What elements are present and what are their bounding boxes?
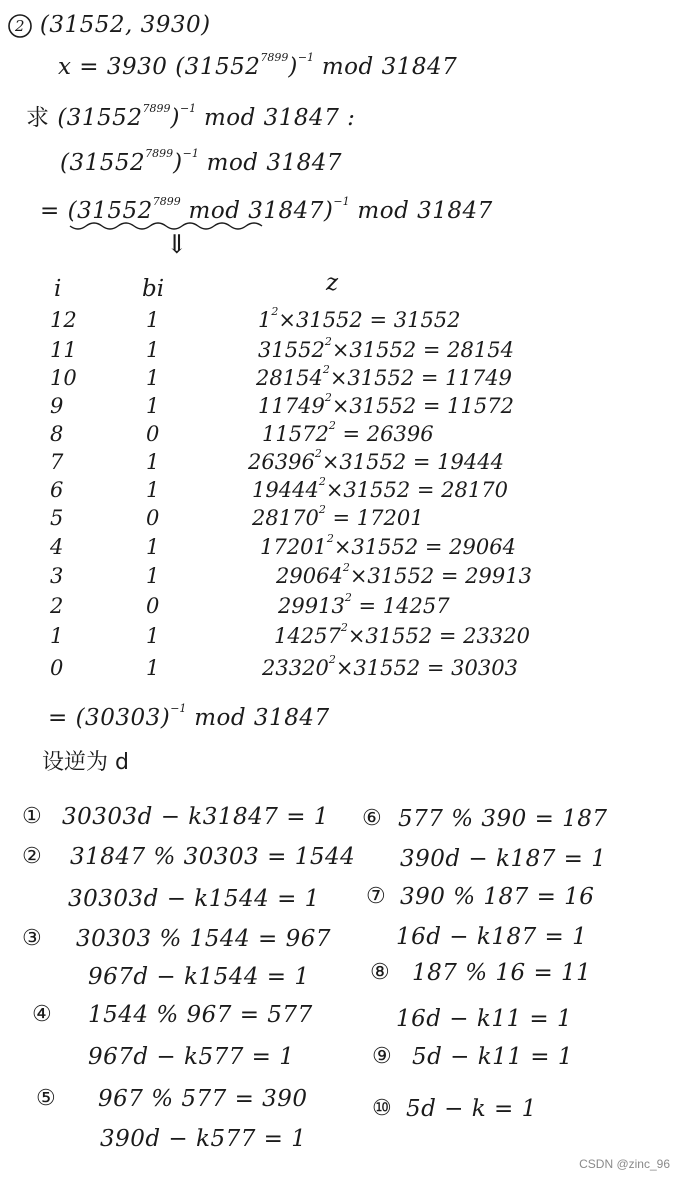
row-i: 1 (50, 624, 64, 648)
x-eq-mod: mod 31847 (314, 54, 458, 80)
row-z-base: 28170 (252, 506, 319, 530)
repeat-exp: 7899 (145, 147, 174, 160)
row-z-square: 2 (271, 305, 279, 318)
row-z-square: 2 (344, 591, 352, 604)
result-eq: = (30303) (48, 705, 171, 731)
step-line-1: 187 % 16 = 11 (412, 960, 592, 986)
row-z-base: 14257 (274, 624, 341, 648)
row-z-square: 2 (314, 447, 322, 460)
row-z-base: 26396 (248, 450, 315, 474)
row-bi: 1 (146, 624, 160, 648)
row-i: 12 (50, 308, 77, 332)
step-number: ⑨ (372, 1044, 392, 1069)
row-bi: 1 (146, 564, 160, 588)
row-z-result: ×31552 = 11572 (331, 394, 514, 418)
row-bi: 1 (146, 338, 160, 362)
row-z-square: 2 (328, 419, 336, 432)
result-line (48, 702, 330, 731)
row-i: 2 (50, 594, 64, 618)
row-bi: 1 (146, 478, 160, 502)
step-number: ① (22, 804, 42, 829)
x-eq-tail: ) (288, 54, 298, 80)
row-z-square: 2 (342, 561, 350, 574)
step-line-1: 967 % 577 = 390 (98, 1086, 308, 1112)
row-i: 7 (50, 450, 64, 474)
row-z-square: 2 (328, 653, 336, 666)
find-base: (31552 (57, 105, 143, 131)
rewrite-inv: −1 (333, 195, 350, 208)
row-z (258, 391, 514, 418)
row-z-result: ×31552 = 29913 (349, 564, 532, 588)
x-equation (58, 51, 458, 80)
step-number: ⑥ (362, 806, 382, 831)
step-line-2: 967d − k1544 = 1 (88, 964, 310, 990)
step-line-2: 16d − k187 = 1 (396, 924, 588, 950)
row-i: 9 (50, 394, 64, 418)
row-z-base: 28154 (256, 366, 323, 390)
row-z-base: 31552 (258, 338, 325, 362)
row-z-square: 2 (322, 363, 330, 376)
step-number: ② (22, 844, 42, 869)
x-eq-inv: −1 (297, 51, 315, 64)
step-line-1: 31847 % 30303 = 1544 (70, 844, 356, 870)
row-i: 5 (50, 506, 64, 530)
row-z-result: = 14257 (351, 594, 450, 618)
step-line-1: 1544 % 967 = 577 (88, 1002, 313, 1028)
step-line-1: 30303d − k31847 = 1 (62, 804, 329, 830)
row-i: 0 (50, 656, 64, 680)
watermark: CSDN @zinc_96 (579, 1157, 670, 1171)
row-z (252, 503, 424, 530)
step-number: ⑤ (36, 1086, 56, 1111)
row-z-base: 23320 (262, 656, 329, 680)
header-i: i (54, 276, 62, 302)
row-z-result: ×31552 = 23320 (347, 624, 530, 648)
result-inv: −1 (170, 702, 187, 715)
header-pair: (31552, 3930) (39, 12, 211, 38)
row-z-square: 2 (318, 503, 326, 516)
step-line-2: 16d − k11 = 1 (396, 1006, 573, 1032)
rewrite-mod: mod 31847 (349, 198, 493, 224)
row-i: 3 (50, 564, 64, 588)
step-line-2: 30303d − k1544 = 1 (68, 886, 320, 912)
row-i: 4 (50, 535, 64, 559)
row-bi: 0 (146, 594, 160, 618)
row-z-base: 29913 (278, 594, 345, 618)
row-bi: 0 (146, 506, 160, 530)
row-z (276, 561, 532, 588)
row-z-base: 17201 (260, 535, 327, 559)
row-bi: 1 (146, 656, 160, 680)
row-bi: 1 (146, 535, 160, 559)
row-z (258, 335, 514, 362)
header-bi: bi (142, 276, 165, 302)
row-z-base: 29064 (276, 564, 343, 588)
row-bi: 1 (146, 394, 160, 418)
row-i: 6 (50, 478, 64, 502)
repeat-inv: −1 (182, 147, 199, 160)
row-z-result: ×31552 = 30303 (335, 656, 518, 680)
row-z-result: ×31552 = 28154 (331, 338, 514, 362)
step-line-1: 5d − k = 1 (406, 1096, 537, 1122)
header-line (14, 14, 211, 37)
row-z-result: = 17201 (325, 506, 424, 530)
step-line-1: 577 % 390 = 187 (398, 806, 608, 832)
rewrite-inner: mod 31847 (180, 198, 324, 224)
repeat-base: (31552 (60, 150, 146, 176)
find-tail: ) (170, 105, 180, 131)
row-z-base: 11572 (262, 422, 329, 446)
x-eq-lhs: x = 3930 (31552 (58, 54, 261, 80)
row-i: 8 (50, 422, 64, 446)
row-z (256, 363, 512, 390)
step-number: ⑩ (372, 1096, 392, 1121)
row-z-result: ×31552 = 31552 (278, 308, 461, 332)
step-line-1: 5d − k11 = 1 (412, 1044, 573, 1070)
row-z (274, 621, 530, 648)
row-z (278, 591, 450, 618)
row-z (262, 419, 434, 446)
row-z-square: 2 (324, 391, 332, 404)
row-z-result: = 26396 (335, 422, 434, 446)
step-number: ⑦ (366, 884, 386, 909)
down-arrow-icon: ⇓ (166, 230, 188, 260)
row-z-square: 2 (326, 532, 334, 545)
step-number: ⑧ (370, 960, 390, 985)
row-z-result: ×31552 = 19444 (321, 450, 504, 474)
find-line (26, 102, 356, 131)
x-eq-exp: 7899 (260, 51, 289, 64)
row-i: 11 (50, 338, 77, 362)
find-mod: mod 31847 : (196, 105, 356, 131)
header-z: z (326, 270, 339, 296)
step-line-1: 30303 % 1544 = 967 (76, 926, 331, 952)
step-line-2: 967d − k577 = 1 (88, 1044, 295, 1070)
row-z-result: ×31552 = 28170 (325, 478, 508, 502)
row-z (258, 305, 461, 332)
step-line-1: 390 % 187 = 16 (400, 884, 595, 910)
row-z-result: ×31552 = 11749 (329, 366, 512, 390)
row-z-square: 2 (324, 335, 332, 348)
find-exp: 7899 (142, 102, 171, 115)
find-inv: −1 (179, 102, 197, 115)
repeat-line (60, 147, 343, 176)
row-z (262, 653, 518, 680)
row-z (252, 475, 508, 502)
row-z (260, 532, 516, 559)
rewrite-base: 31552 (77, 198, 153, 224)
repeat-tail: ) (173, 150, 183, 176)
row-bi: 0 (146, 422, 160, 446)
row-z-square: 2 (318, 475, 326, 488)
row-bi: 1 (146, 366, 160, 390)
header-number: 2 (15, 17, 26, 35)
row-i: 10 (50, 366, 77, 390)
rewrite-line (40, 195, 493, 224)
rewrite-eq: = ( (40, 198, 78, 224)
step-number: ④ (32, 1002, 52, 1027)
repeat-mod: mod 31847 (198, 150, 343, 176)
result-mod: mod 31847 (186, 705, 330, 731)
row-bi: 1 (146, 450, 160, 474)
rewrite-exp: 7899 (152, 195, 181, 208)
set-inverse-label: 设逆为 d (42, 750, 129, 775)
row-z-result: ×31552 = 29064 (333, 535, 516, 559)
row-bi: 1 (146, 308, 160, 332)
row-z-base: 19444 (252, 478, 319, 502)
step-line-2: 390d − k187 = 1 (400, 846, 607, 872)
row-z-base: 1 (258, 308, 272, 332)
find-label: 求 (26, 105, 50, 131)
step-number: ③ (22, 926, 42, 951)
row-z-base: 11749 (258, 394, 325, 418)
row-z (248, 447, 504, 474)
step-line-2: 390d − k577 = 1 (100, 1126, 307, 1152)
rewrite-tail: ) (323, 198, 334, 224)
row-z-square: 2 (340, 621, 348, 634)
